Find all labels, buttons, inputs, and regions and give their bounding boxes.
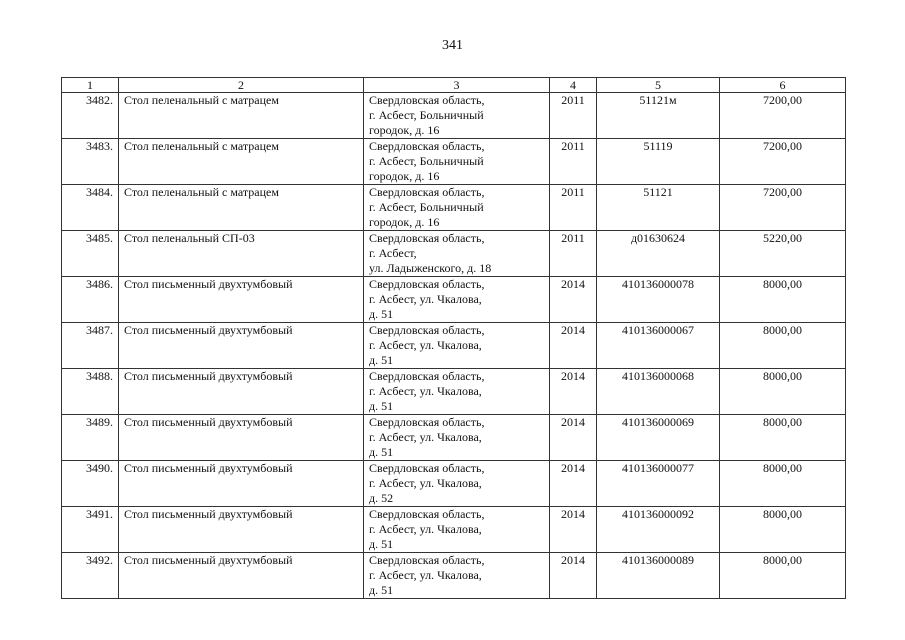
address-cell	[364, 369, 550, 415]
table-row	[62, 369, 846, 415]
address-line: ул. Ладыженского, д. 18	[369, 261, 492, 275]
inventory-number-cell: 410136000078	[597, 277, 720, 323]
address-line: Свердловская область,	[369, 369, 485, 383]
inventory-number-cell: 51121м	[597, 93, 720, 139]
row-number-cell: 3486.	[62, 277, 119, 323]
page-number: 341	[442, 38, 463, 53]
cost-cell: 7200,00	[720, 93, 846, 139]
address-line: Свердловская область,	[369, 553, 485, 567]
inventory-number-cell: д01630624	[597, 231, 720, 277]
address-line: городок, д. 16	[369, 215, 440, 229]
item-name-cell: Стол пеленальный с матрацем	[119, 185, 364, 231]
year-cell: 2011	[550, 185, 597, 231]
table-row	[62, 415, 846, 461]
cost-cell: 5220,00	[720, 231, 846, 277]
year-cell: 2011	[550, 231, 597, 277]
address-line: г. Асбест, ул. Чкалова,	[369, 476, 482, 490]
row-number-cell: 3484.	[62, 185, 119, 231]
cost-cell: 8000,00	[720, 323, 846, 369]
inventory-number-cell: 51119	[597, 139, 720, 185]
table-row	[62, 185, 846, 231]
year-cell: 2014	[550, 553, 597, 599]
address-line: г. Асбест, ул. Чкалова,	[369, 384, 482, 398]
item-name-cell: Стол письменный двухтумбовый	[119, 461, 364, 507]
address-cell	[364, 139, 550, 185]
cost-cell: 8000,00	[720, 461, 846, 507]
address-line: г. Асбест, ул. Чкалова,	[369, 568, 482, 582]
item-name-cell: Стол письменный двухтумбовый	[119, 369, 364, 415]
cost-cell: 7200,00	[720, 139, 846, 185]
address-line: Свердловская область,	[369, 139, 485, 153]
column-header: 1	[62, 78, 119, 93]
table-row	[62, 139, 846, 185]
address-cell	[364, 461, 550, 507]
address-line: г. Асбест, Больничный	[369, 200, 484, 214]
address-line: Свердловская область,	[369, 507, 485, 521]
address-line: д. 51	[369, 583, 394, 597]
row-number-cell: 3485.	[62, 231, 119, 277]
column-header: 5	[597, 78, 720, 93]
address-line: д. 51	[369, 537, 394, 551]
year-cell: 2011	[550, 139, 597, 185]
address-line: д. 51	[369, 307, 394, 321]
property-registry-table	[61, 77, 846, 599]
inventory-number-cell: 51121	[597, 185, 720, 231]
address-line: д. 51	[369, 353, 394, 367]
address-line: г. Асбест, Больничный	[369, 108, 484, 122]
inventory-number-cell: 410136000069	[597, 415, 720, 461]
cost-cell: 7200,00	[720, 185, 846, 231]
address-line: г. Асбест, ул. Чкалова,	[369, 522, 482, 536]
item-name-cell: Стол пеленальный СП-03	[119, 231, 364, 277]
item-name-cell: Стол пеленальный с матрацем	[119, 93, 364, 139]
table-body	[62, 93, 846, 599]
address-cell	[364, 231, 550, 277]
column-header: 2	[119, 78, 364, 93]
table-row	[62, 93, 846, 139]
address-cell	[364, 507, 550, 553]
row-number-cell: 3482.	[62, 93, 119, 139]
table-row	[62, 277, 846, 323]
row-number-cell: 3492.	[62, 553, 119, 599]
table-row	[62, 553, 846, 599]
item-name-cell: Стол письменный двухтумбовый	[119, 277, 364, 323]
address-line: Свердловская область,	[369, 93, 485, 107]
cost-cell: 8000,00	[720, 369, 846, 415]
cost-cell: 8000,00	[720, 415, 846, 461]
address-line: д. 51	[369, 445, 394, 459]
item-name-cell: Стол пеленальный с матрацем	[119, 139, 364, 185]
inventory-number-cell: 410136000089	[597, 553, 720, 599]
row-number-cell: 3490.	[62, 461, 119, 507]
item-name-cell: Стол письменный двухтумбовый	[119, 415, 364, 461]
cost-cell: 8000,00	[720, 553, 846, 599]
table-row	[62, 231, 846, 277]
column-header: 6	[720, 78, 846, 93]
cost-cell: 8000,00	[720, 507, 846, 553]
address-cell	[364, 415, 550, 461]
year-cell: 2014	[550, 277, 597, 323]
address-line: г. Асбест,	[369, 246, 417, 260]
address-cell	[364, 93, 550, 139]
address-line: г. Асбест, Больничный	[369, 154, 484, 168]
year-cell: 2014	[550, 415, 597, 461]
table-row	[62, 461, 846, 507]
address-line: Свердловская область,	[369, 415, 485, 429]
address-line: Свердловская область,	[369, 185, 485, 199]
item-name-cell: Стол письменный двухтумбовый	[119, 507, 364, 553]
address-line: д. 52	[369, 491, 394, 505]
address-line: Свердловская область,	[369, 323, 485, 337]
address-line: г. Асбест, ул. Чкалова,	[369, 292, 482, 306]
column-header: 3	[364, 78, 550, 93]
address-cell	[364, 553, 550, 599]
row-number-cell: 3489.	[62, 415, 119, 461]
table-row	[62, 507, 846, 553]
year-cell: 2014	[550, 323, 597, 369]
row-number-cell: 3487.	[62, 323, 119, 369]
address-line: Свердловская область,	[369, 461, 485, 475]
inventory-number-cell: 410136000067	[597, 323, 720, 369]
address-line: г. Асбест, ул. Чкалова,	[369, 430, 482, 444]
inventory-number-cell: 410136000092	[597, 507, 720, 553]
row-number-cell: 3488.	[62, 369, 119, 415]
address-line: городок, д. 16	[369, 123, 440, 137]
row-number-cell: 3491.	[62, 507, 119, 553]
address-line: городок, д. 16	[369, 169, 440, 183]
row-number-cell: 3483.	[62, 139, 119, 185]
item-name-cell: Стол письменный двухтумбовый	[119, 553, 364, 599]
address-line: г. Асбест, ул. Чкалова,	[369, 338, 482, 352]
year-cell: 2014	[550, 369, 597, 415]
address-cell	[364, 277, 550, 323]
item-name-cell: Стол письменный двухтумбовый	[119, 323, 364, 369]
address-cell	[364, 323, 550, 369]
year-cell: 2011	[550, 93, 597, 139]
address-line: д. 51	[369, 399, 394, 413]
year-cell: 2014	[550, 461, 597, 507]
inventory-number-cell: 410136000077	[597, 461, 720, 507]
address-cell	[364, 185, 550, 231]
column-number-row	[62, 78, 846, 93]
inventory-number-cell: 410136000068	[597, 369, 720, 415]
address-line: Свердловская область,	[369, 231, 485, 245]
table-row	[62, 323, 846, 369]
address-line: Свердловская область,	[369, 277, 485, 291]
year-cell: 2014	[550, 507, 597, 553]
cost-cell: 8000,00	[720, 277, 846, 323]
column-header: 4	[550, 78, 597, 93]
